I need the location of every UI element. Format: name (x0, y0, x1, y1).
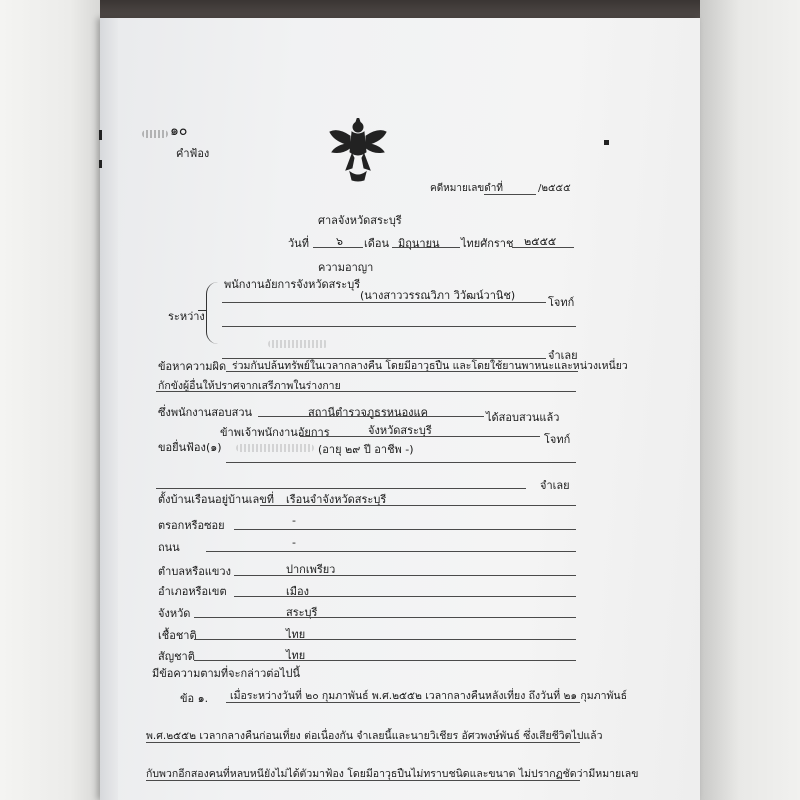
garuda-emblem-icon (326, 118, 390, 184)
province-line (194, 617, 576, 618)
investigation-label: ซึ่งพนักงานสอบสวน (158, 406, 253, 419)
binding-mark (99, 130, 102, 140)
district-value: เมือง (286, 585, 309, 598)
clause-line-1: เมื่อระหว่างวันที่ ๒๐ กุมภาพันธ์ พ.ศ.๒๕๕๒ เวลากลางคืนหลังเที่ยง ถึงวันที่ ๒๑ กุมภาพันธ์ (230, 690, 628, 702)
petition-label: ขอยื่นฟ้อง (158, 441, 206, 454)
offense-label: ข้อหาความผิด (158, 360, 227, 373)
day-line (313, 247, 363, 248)
background-left (0, 0, 100, 800)
offense-line-2: กักขังผู้อื่นให้ปราศจากเสรีภาพในร่างกาย (158, 380, 341, 392)
alley-line (234, 529, 576, 530)
month-label: เดือน (364, 237, 390, 250)
year-label: ไทยศักราช (461, 237, 514, 250)
offense-underline-1 (226, 371, 578, 372)
race-line (194, 639, 576, 640)
page-number: ๑๐ (170, 123, 188, 139)
plaintiff-role: โจทก์ (548, 296, 575, 309)
between-brace-tip (198, 310, 206, 311)
defendant-role: จำเลย (548, 349, 578, 362)
district-line (234, 596, 576, 597)
page-edge (100, 18, 118, 800)
redacted-name (268, 340, 328, 348)
defendant-line-1 (222, 326, 576, 327)
redacted-defendant (236, 444, 314, 452)
between-brace (206, 282, 221, 344)
nationality-value: ไทย (286, 649, 306, 662)
subdistrict-label: ตำบลหรือแขวง (158, 565, 231, 578)
offense-underline-2 (156, 391, 576, 392)
clause-underline-1 (226, 702, 580, 703)
clause-label: ข้อ ๑. (180, 692, 209, 705)
month-value: มิถุนายน (398, 237, 440, 250)
year-value: ๒๕๕๕ (524, 235, 557, 248)
investigation-done: ได้สอบสวนแล้ว (486, 411, 560, 424)
offense-line-1: ร่วมกันปล้นทรัพย์ในเวลากลางคืน โดยมีอาวุธปืน และโดยใช้ยานพาหนะและหน่วงเหนี่ยว (232, 360, 628, 372)
province-value: สระบุรี (286, 606, 318, 619)
road-line (206, 551, 576, 552)
subdistrict-value: ปากเพรียว (286, 563, 336, 576)
plaintiff-name: พนักงานอัยการจังหวัดสระบุรี (224, 278, 361, 291)
background-right (700, 0, 800, 800)
plaintiff-line (222, 302, 546, 303)
address-label: ตั้งบ้านเรือนอยู่บ้านเลขที่ (158, 493, 274, 506)
investigation-station: สถานีตำรวจภูธรหนองแค (308, 406, 428, 419)
clause-underline-2 (146, 742, 580, 743)
case-number-value: /๒๕๕๕ (538, 183, 571, 194)
address-line (260, 505, 576, 506)
petitioner-underline (300, 436, 540, 437)
clause-underline-3 (146, 780, 580, 781)
case-type: ความอาญา (318, 261, 374, 274)
court-name: ศาลจังหวัดสระบุรี (318, 214, 402, 227)
clause-line-2: พ.ศ.๒๕๕๒ เวลากลางคืนก่อนเที่ยง ต่อเนื่องกัน จำเลยนี้และนายวิเชียร อัศวพงษ์พันธ์ ซึ่งเสียชีวิตไปแล้ว (146, 730, 603, 742)
day-value: ๖ (336, 235, 343, 248)
clause-line-3: กับพวกอีกสองคนที่หลบหนียังไม่ได้ตัวมาฟ้อง โดยมีอาวุธปืนไม่ทราบชนิดและขนาด ไม่ปรากฏชัดว่ามีหมายเลข (146, 768, 639, 780)
road-value: - (292, 536, 296, 549)
alley-value: - (292, 514, 296, 527)
nationality-line (194, 660, 576, 661)
petitioner-line: ข้าพเจ้าพนักงานอัยการ (220, 426, 330, 439)
defendant-info: (อายุ ๒๙ ปี อาชีพ -) (318, 443, 414, 456)
statement-intro: มีข้อความตามที่จะกล่าวต่อไปนี้ (152, 667, 301, 680)
month-line (392, 247, 460, 248)
form-label: คำฟ้อง (176, 147, 210, 160)
petitioner-role: โจทก์ (544, 433, 571, 446)
nationality-label: สัญชาติ (158, 650, 195, 663)
page-mark-smudge (142, 130, 168, 138)
corner-dot (604, 140, 609, 145)
address-value: เรือนจำจังหวัดสระบุรี (286, 493, 387, 506)
race-label: เชื้อชาติ (158, 629, 197, 642)
subdistrict-line (234, 575, 576, 576)
plaintiff-person: (นางสาววรรณวิภา วิวัฒน์วานิช) (360, 289, 516, 302)
district-label: อำเภอหรือเขต (158, 585, 227, 598)
item-one: (๑) (206, 441, 222, 454)
alley-label: ตรอกหรือซอย (158, 519, 225, 532)
race-value: ไทย (286, 628, 306, 641)
between-label: ระหว่าง (168, 310, 205, 323)
case-number-line (484, 194, 536, 195)
defendant-role-2: จำเลย (540, 479, 570, 492)
binding-mark (99, 160, 102, 168)
road-label: ถนน (158, 541, 180, 554)
case-number-label: คดีหมายเลขดำที่ (430, 183, 503, 194)
year-line (512, 247, 574, 248)
day-label: วันที่ (288, 237, 309, 250)
petitioner-province: จังหวัดสระบุรี (368, 424, 432, 437)
defendant-extra-line (156, 488, 526, 489)
defendant-info-line (226, 462, 576, 463)
province-label: จังหวัด (158, 607, 191, 620)
